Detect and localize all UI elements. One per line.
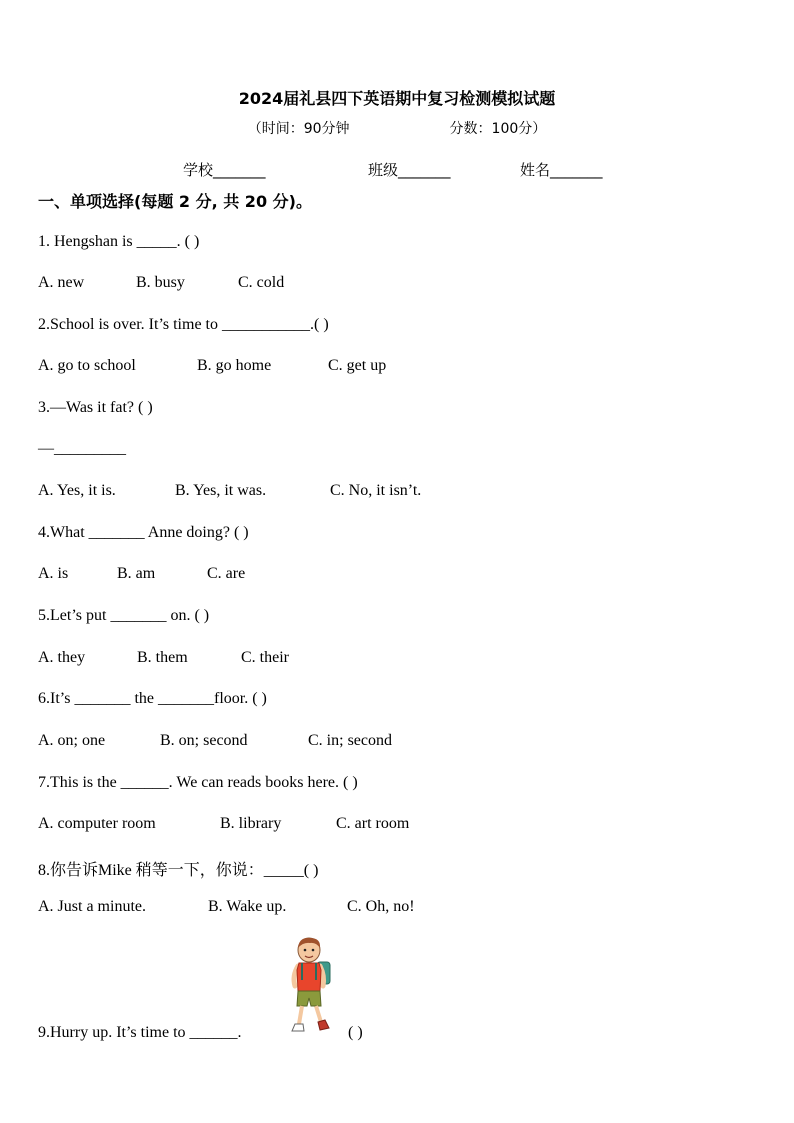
option-c[interactable]: C. get up	[328, 357, 387, 374]
option-a[interactable]: A. is	[38, 565, 69, 582]
question-7-stem: 7.This is the ______. We can reads books here. ( )	[38, 774, 358, 791]
question-1-stem: 1. Hengshan is _____. ( )	[38, 233, 200, 250]
name-field[interactable]: 姓名_______	[520, 161, 603, 179]
option-c[interactable]: C. are	[207, 565, 246, 582]
question-8-stem: 8.你告诉Mike 稍等一下，你说：_____( )	[38, 862, 319, 879]
option-a[interactable]: A. go to school	[38, 357, 136, 374]
question-5-stem: 5.Let’s put _______ on. ( )	[38, 607, 210, 624]
question-8-options	[38, 898, 415, 916]
option-a[interactable]: A. new	[38, 274, 85, 291]
question-2-stem: 2.School is over. It’s time to ___________.( )	[38, 316, 329, 333]
option-c[interactable]: C. their	[241, 649, 289, 666]
question-7-options	[38, 815, 409, 833]
option-b[interactable]: B. them	[137, 649, 188, 666]
boy-with-backpack-illustration	[283, 936, 337, 1036]
option-b[interactable]: B. on; second	[160, 732, 248, 749]
option-a[interactable]: A. Yes, it is.	[38, 482, 116, 499]
question-1-options	[38, 274, 284, 292]
question-3-answer-blank[interactable]: —_________	[38, 440, 126, 457]
option-b[interactable]: B. am	[117, 565, 156, 582]
question-4-options	[38, 565, 245, 583]
option-a[interactable]: A. on; one	[38, 732, 106, 749]
exam-subtitle	[0, 118, 794, 138]
question-9-answer-paren[interactable]: ( )	[348, 1024, 363, 1041]
class-field[interactable]: 班级_______	[368, 161, 451, 179]
question-9-stem: 9.Hurry up. It’s time to ______.	[38, 1024, 242, 1041]
question-4-stem: 4.What _______ Anne doing? ( )	[38, 524, 249, 541]
question-3-stem: 3.—Was it fat? ( )	[38, 399, 153, 416]
section-heading: 一、单项选择(每题 2 分, 共 20 分)。	[38, 192, 312, 211]
option-c[interactable]: C. art room	[336, 815, 410, 832]
option-c[interactable]: C. cold	[238, 274, 285, 291]
option-b[interactable]: B. busy	[136, 274, 185, 291]
option-c[interactable]: C. in; second	[308, 732, 392, 749]
question-3-options	[38, 482, 421, 500]
exam-time: （时间：90分钟	[247, 121, 350, 137]
question-6-options	[38, 732, 392, 750]
option-a[interactable]: A. Just a minute.	[38, 898, 146, 915]
option-c[interactable]: C. Oh, no!	[347, 898, 415, 915]
school-field[interactable]: 学校_______	[183, 161, 266, 179]
question-5-options	[38, 649, 289, 667]
option-b[interactable]: B. library	[220, 815, 282, 832]
option-a[interactable]: A. computer room	[38, 815, 156, 832]
option-b[interactable]: B. Yes, it was.	[175, 482, 267, 499]
exam-title: 2024届礼县四下英语期中复习检测模拟试题	[238, 89, 556, 108]
option-b[interactable]: B. go home	[197, 357, 272, 374]
exam-score: 分数：100分）	[449, 121, 547, 137]
option-b[interactable]: B. Wake up.	[208, 898, 287, 915]
question-2-options	[38, 357, 386, 375]
option-a[interactable]: A. they	[38, 649, 86, 666]
option-c[interactable]: C. No, it isn’t.	[330, 482, 422, 499]
question-6-stem: 6.It’s _______ the _______floor. ( )	[38, 690, 267, 707]
